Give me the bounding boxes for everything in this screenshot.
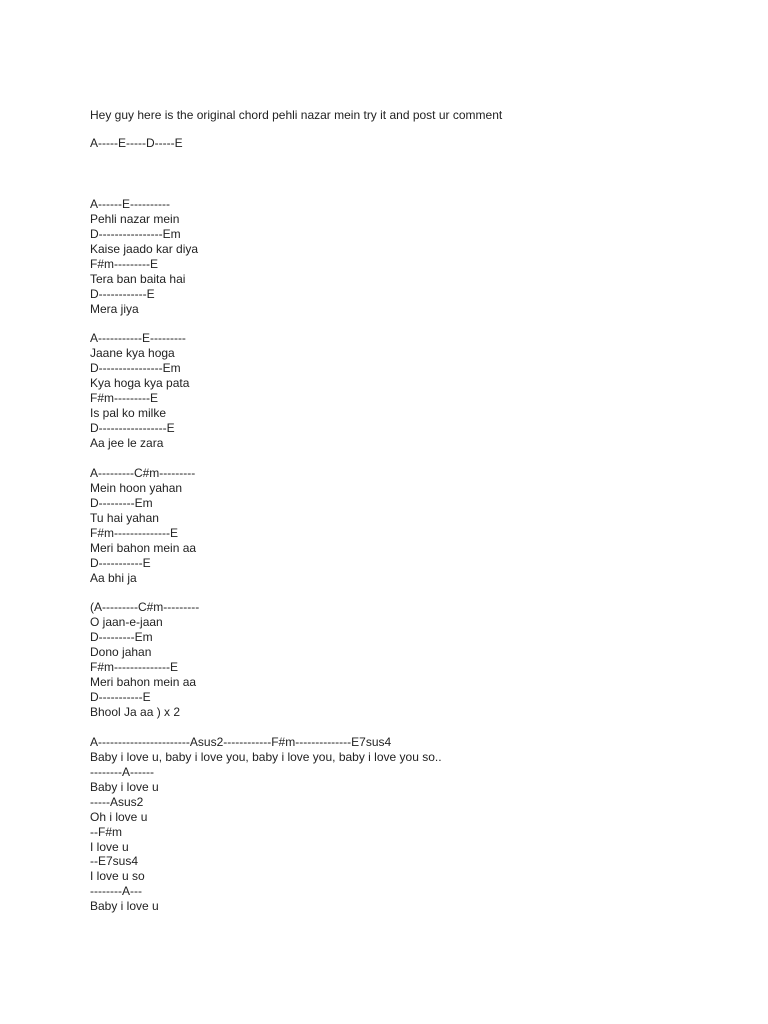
lyric-line: Pehli nazar mein [90,211,180,226]
chord-sheet [90,107,730,914]
lyric-line: Tera ban baita hai [90,271,186,286]
chord-line: D-----------E [90,555,151,570]
verse-5 [90,735,730,914]
lyric-line: Aa bhi ja [90,570,137,585]
chord-line: D-----------------E [90,421,175,436]
chord-line: -----Asus2 [90,794,144,809]
lyric-line: Kaise jaado kar diya [90,241,199,256]
verse-4 [90,600,730,720]
lyric-line: I love u so [90,869,145,884]
chord-line: --E7sus4 [90,854,139,869]
lyric-line: I love u [90,839,129,854]
verse-2 [90,331,730,451]
chord-line: D----------------Em [90,226,181,241]
lyric-line: Oh i love u [90,809,148,824]
chord-line: F#m--------------E [90,525,178,540]
chord-line: --F#m [90,824,122,839]
lyric-line: Meri bahon mein aa [90,540,197,555]
chord-line: F#m---------E [90,256,158,271]
chord-line: D---------Em [90,630,153,645]
lyric-line: Is pal ko milke [90,406,167,421]
chord-line: D---------Em [90,495,153,510]
lyric-line: Baby i love u [90,899,159,914]
chord-progression: A-----E-----D-----E [90,136,183,150]
chord-line: (A---------C#m--------- [90,600,200,615]
intro-text: Hey guy here is the original chord pehli nazar mein try it and post ur comment [90,108,503,122]
lyric-line: Mera jiya [90,301,139,316]
lyric-line: Bhool Ja aa ) x 2 [90,705,181,719]
verse-3 [90,466,730,586]
lyric-line: O jaan-e-jaan [90,615,163,630]
chord-line: D----------------Em [90,361,181,376]
chord-line: F#m---------E [90,391,158,406]
lyric-line: Mein hoon yahan [90,480,183,495]
chord-line: D-----------E [90,690,151,705]
lyric-line: Dono jahan [90,645,152,660]
lyric-line: Aa jee le zara [90,436,164,450]
chord-line: --------A--- [90,884,142,899]
verse-1 [90,197,730,317]
chord-line: A-----------------------Asus2------------F#m--------------E7sus4 [90,734,392,749]
lyric-line: Jaane kya hoga [90,346,175,361]
lyric-line: Baby i love u [90,779,159,794]
chord-line: A------E---------- [90,196,170,211]
chord-line: F#m--------------E [90,660,178,675]
lyric-line: Tu hai yahan [90,510,159,525]
chord-line: A---------C#m--------- [90,465,196,480]
lyric-line: Baby i love u, baby i love you, baby i love you, baby i love you so.. [90,749,442,764]
chord-line: --------A------ [90,764,154,779]
chord-line: A-----------E--------- [90,331,186,346]
lyric-line: Meri bahon mein aa [90,675,197,690]
lyric-line: Kya hoga kya pata [90,376,190,391]
chord-line: D------------E [90,286,155,301]
